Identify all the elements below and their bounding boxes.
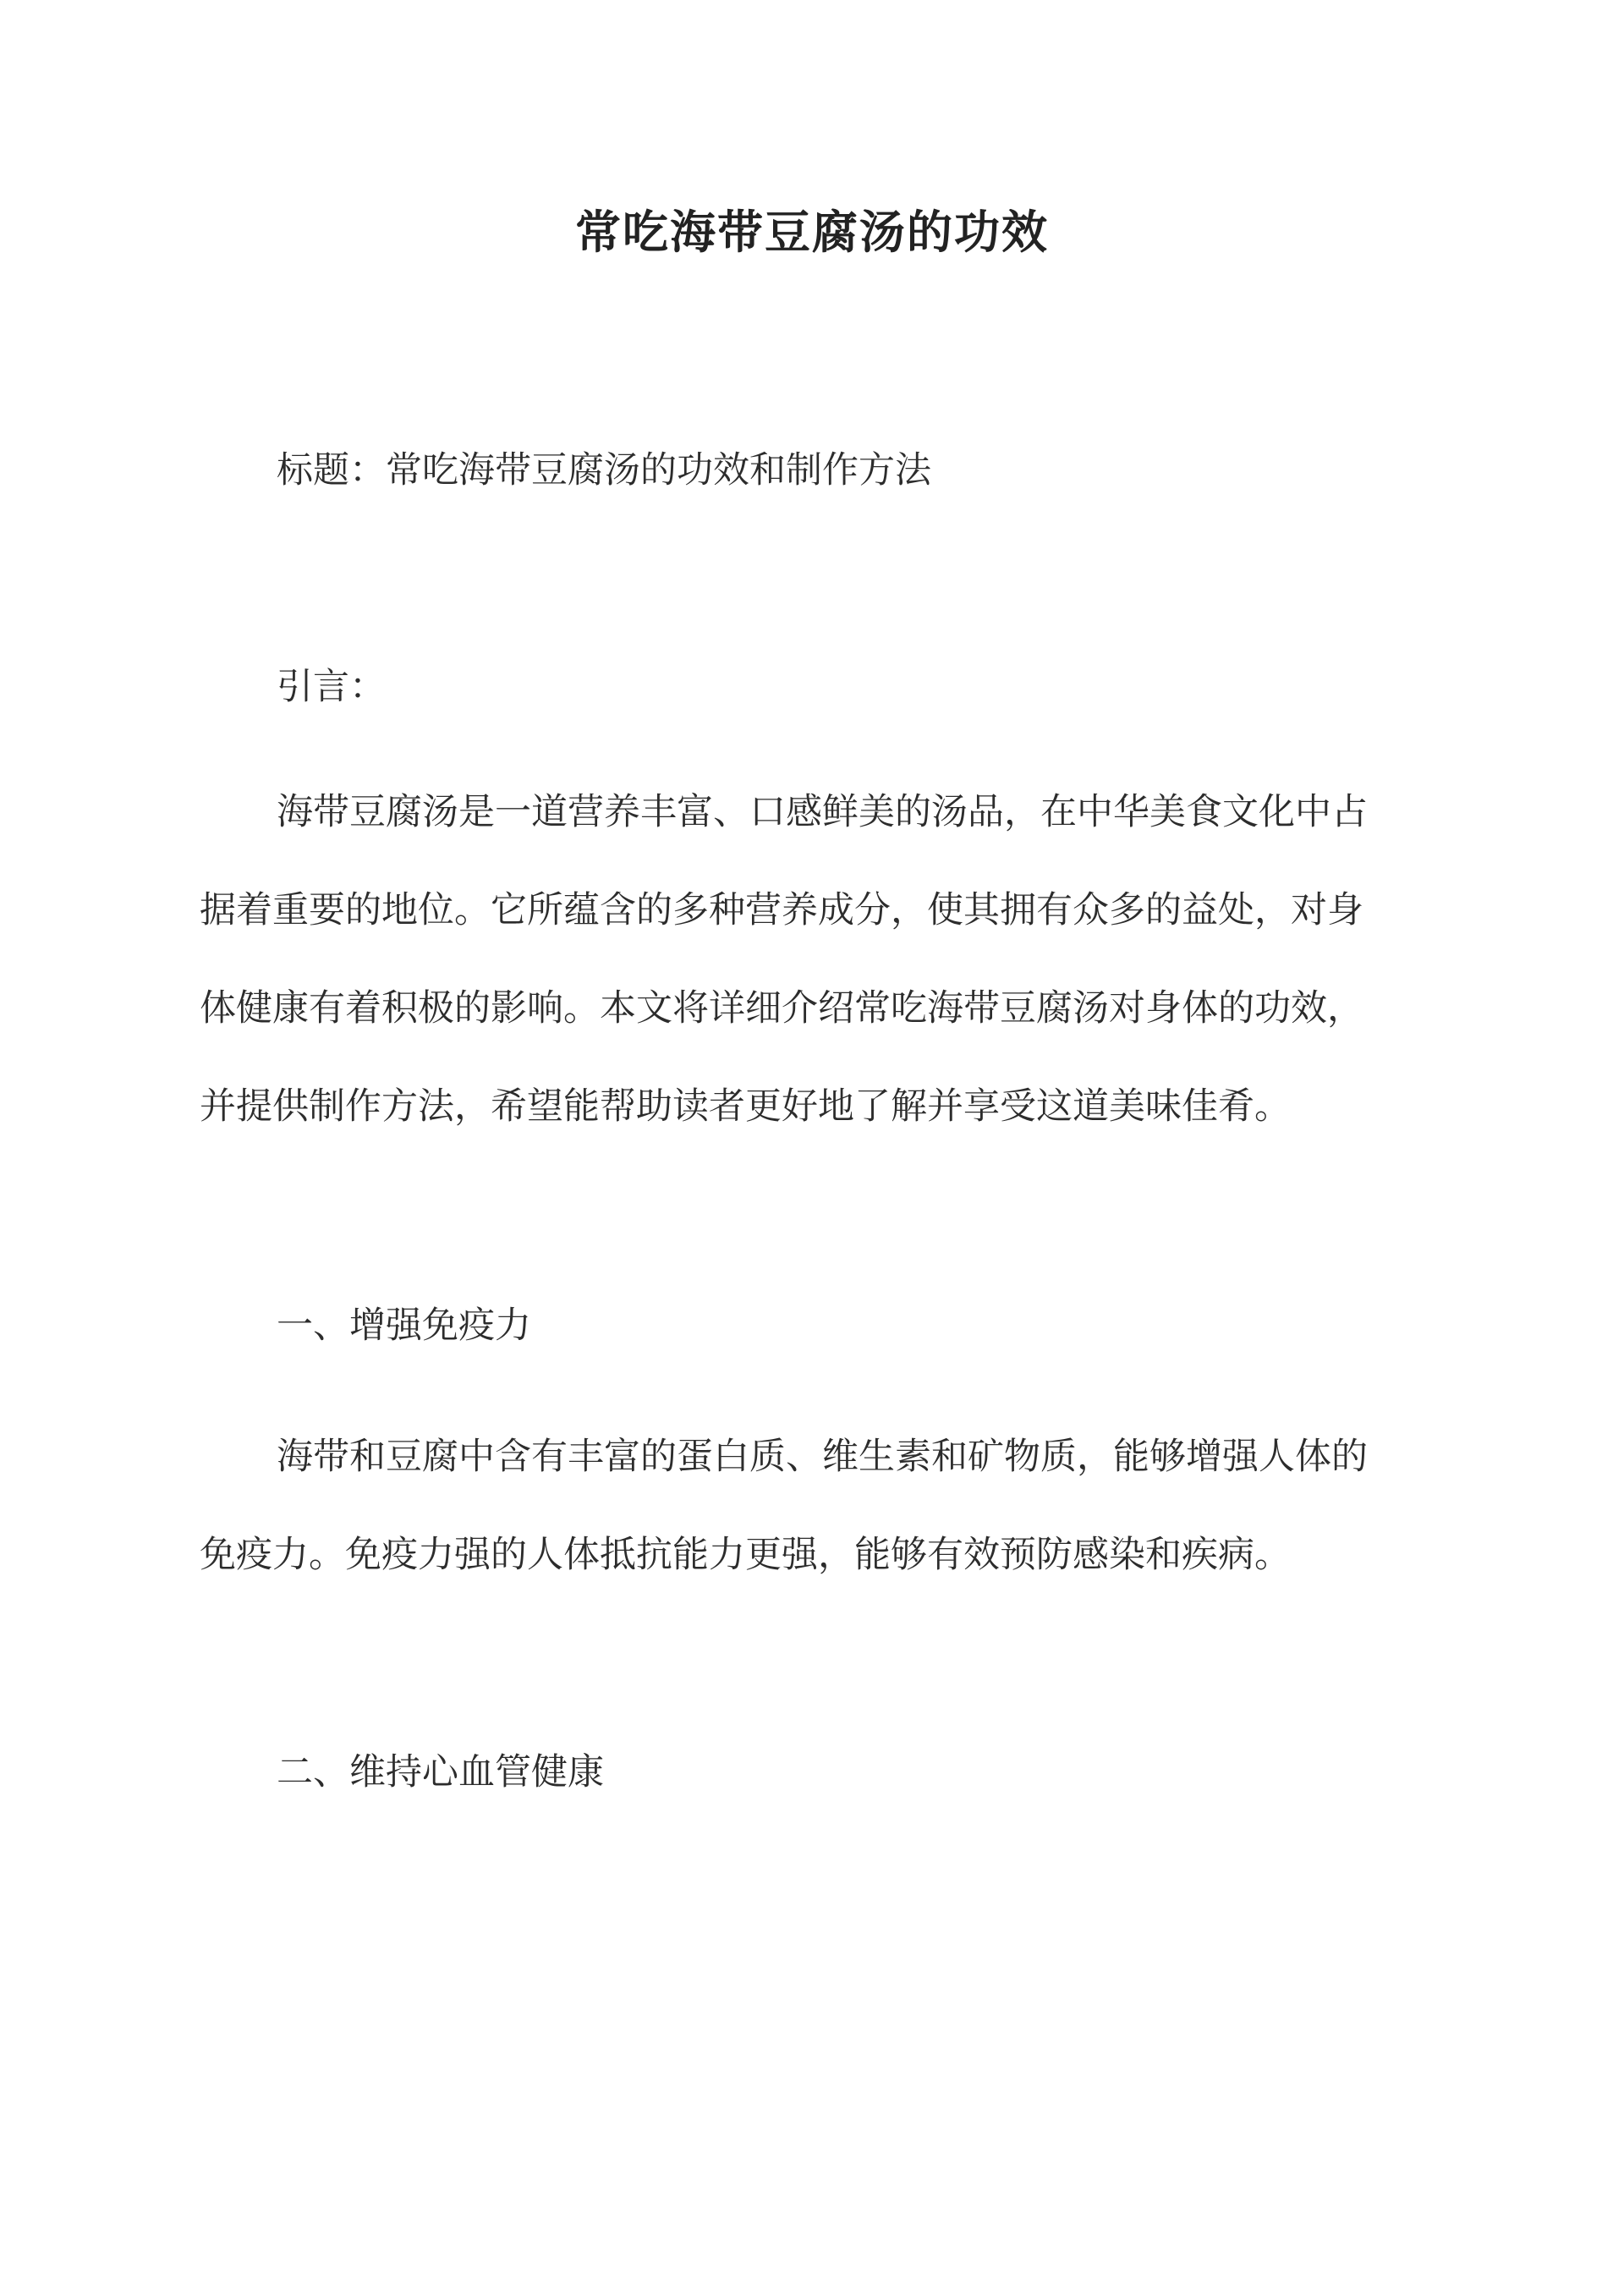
document-title: 常吃海带豆腐汤的功效	[575, 205, 1049, 259]
intro-line-3: 体健康有着积极的影响。本文将详细介绍常吃海带豆腐汤对身体的功效，	[200, 987, 1363, 1030]
section1-line-2: 免疫力。免疫力强的人体抵抗能力更强，能够有效预防感染和疾病。	[200, 1534, 1291, 1576]
section1-line-1: 海带和豆腐中含有丰富的蛋白质、维生素和矿物质，能够增强人体的	[277, 1436, 1368, 1478]
section2-heading: 二、维持心血管健康	[277, 1751, 604, 1793]
subtitle-line: 标题：常吃海带豆腐汤的功效和制作方法	[277, 449, 931, 492]
intro-line-4: 并提供制作方法，希望能帮助读者更好地了解并享受这道美味佳肴。	[200, 1085, 1291, 1128]
intro-heading: 引言：	[277, 666, 386, 708]
section1-heading: 一、增强免疫力	[277, 1305, 531, 1347]
intro-line-1: 海带豆腐汤是一道营养丰富、口感鲜美的汤品，在中华美食文化中占	[277, 791, 1368, 833]
intro-line-2: 据着重要的地位。它所蕴含的多种营养成分，使其拥有众多的益处，对身	[200, 889, 1363, 931]
